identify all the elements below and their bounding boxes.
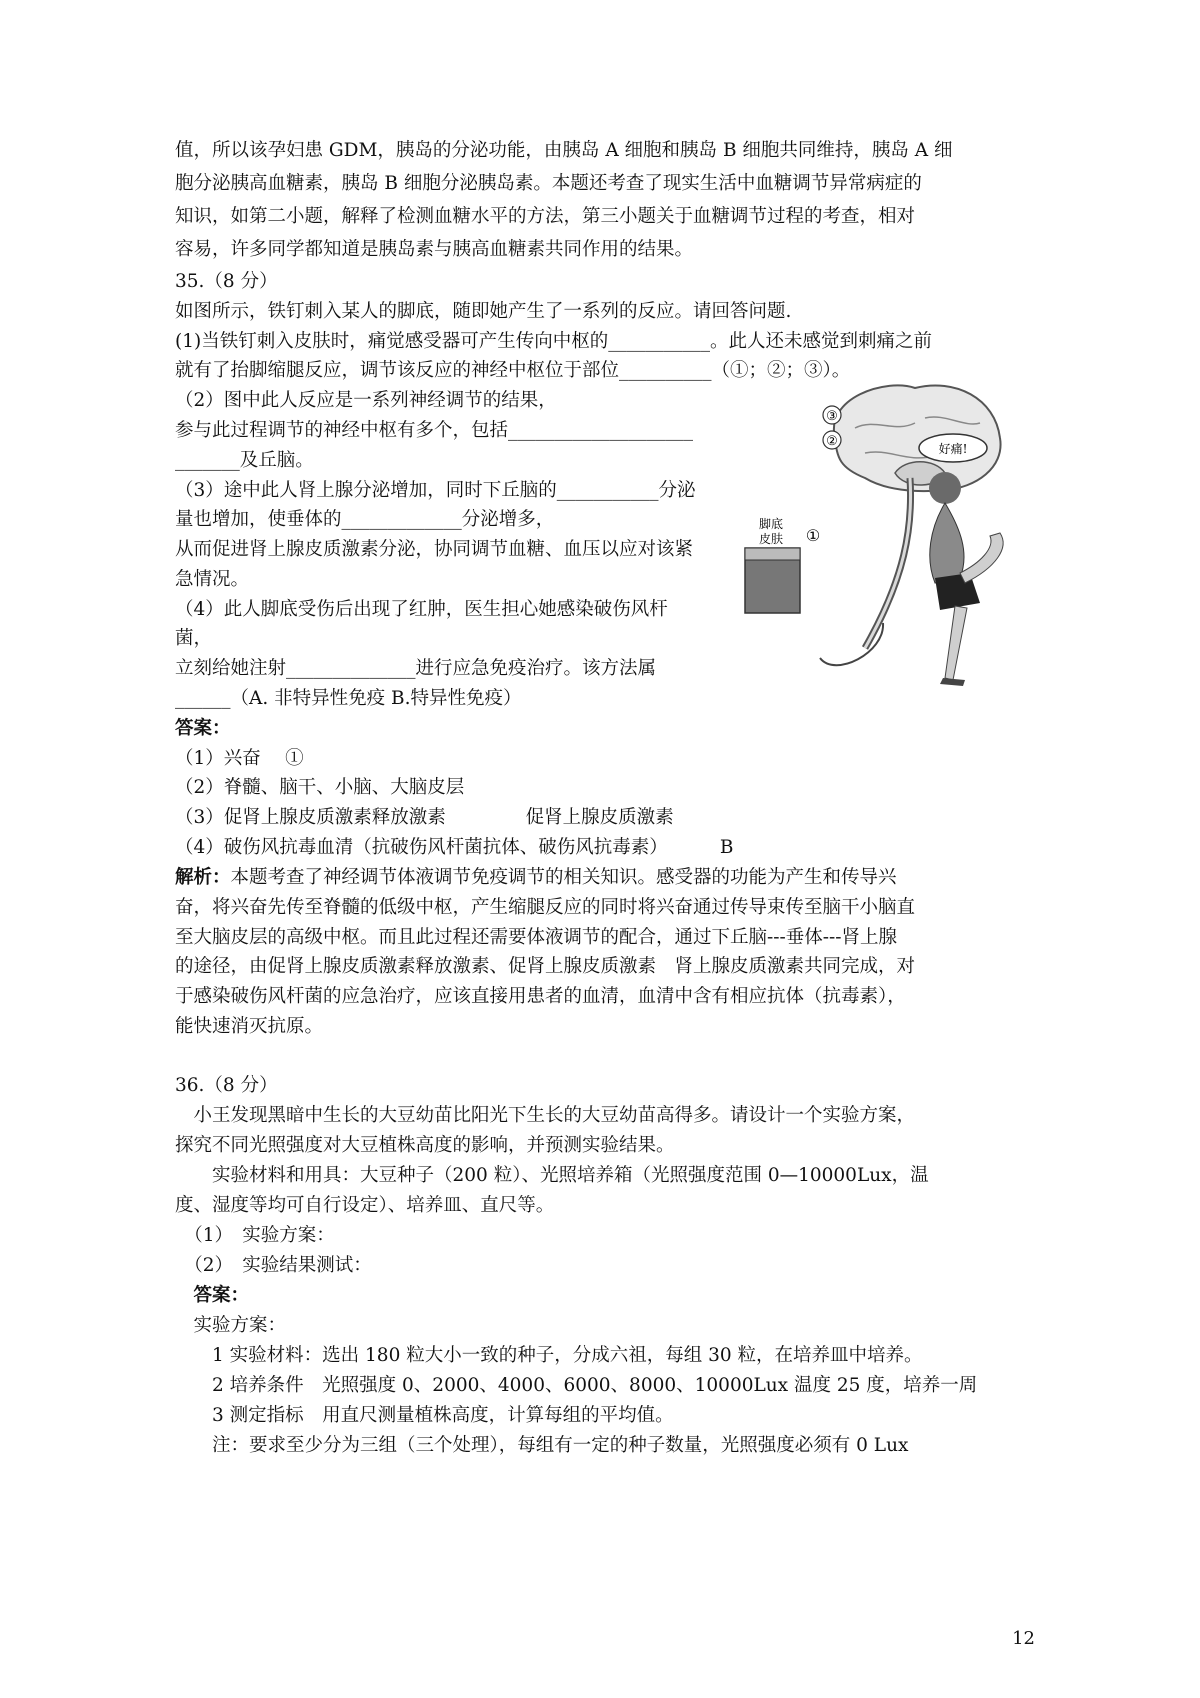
speech-bubble-text: 好痛!: [938, 442, 968, 456]
question-35-line: 量也增加，使垂体的_____________分泌增多，: [175, 509, 555, 530]
question-36-line: 小王发现黑暗中生长的大豆幼苗比阳光下生长的大豆幼苗高得多。请设计一个实验方案，: [175, 1105, 916, 1126]
question-36-line: 实验材料和用具：大豆种子（200 粒）、光照培养箱（光照强度范围 0—10000Lux，温: [175, 1165, 929, 1186]
marker-1: ①: [805, 526, 821, 545]
question-35-line: （2）图中此人反应是一系列神经调节的结果，: [175, 390, 557, 411]
person-raised-leg: [960, 533, 1003, 583]
reflex-illustration: [759, 378, 1045, 703]
question-35-line: _______及丘脑。: [175, 450, 314, 471]
question-35-line: ______（A. 非特异性免疫 B.特异性免疫）: [175, 688, 522, 709]
answer-line: 注：要求至少分为三组（三个处理），每组有一定的种子数量，光照强度必须有 0 Lux: [175, 1435, 909, 1456]
question-35-line: （3）途中此人肾上腺分泌增加，同时下丘脑的___________分泌: [175, 480, 696, 501]
person-body: [930, 503, 964, 583]
question-35-stem: 如图所示，铁钉刺入某人的脚底，随即她产生了一系列的反应。请回答问题.: [175, 301, 792, 322]
question-36-line: 度、湿度等均可自行设定）、培养皿、直尺等。: [175, 1195, 555, 1216]
answer-line: 实验方案：: [175, 1315, 287, 1336]
question-36-line: （1） 实验方案：: [175, 1225, 335, 1246]
question-35-line: 急情况。: [175, 569, 250, 590]
intro-line: 知识，如第二小题，解释了检测血糖水平的方法，第三小题关于血糖调节过程的考查，相对: [175, 206, 916, 227]
person-head: [929, 472, 961, 504]
question-35-number: 35.（8 分）: [175, 271, 278, 292]
answer-label: 答案：: [175, 718, 231, 739]
marker-3: ③: [826, 409, 838, 424]
question-35-line: (1)当铁钉刺入皮肤时，痛觉感受器可产生传向中枢的___________。此人还未感觉到刺痛之前: [175, 331, 932, 352]
answer-line: 3 测定指标 用直尺测量植株高度，计算每组的平均值。: [175, 1405, 674, 1426]
analysis-line: 奋，将兴奋先传至脊髓的低级中枢，产生缩腿反应的同时将兴奋通过传导束传至脑干小脑直: [175, 897, 916, 918]
answer-line: 1 实验材料：选出 180 粒大小一致的种子，分成六祖，每组 30 粒，在培养皿中培养。: [175, 1345, 923, 1366]
intro-line: 值，所以该孕妇患 GDM，胰岛的分泌功能，由胰岛 A 细胞和胰岛 B 细胞共同维持，胰岛 A 细: [175, 140, 953, 161]
question-35-line: （4）此人脚底受伤后出现了红肿，医生担心她感染破伤风杆: [175, 599, 668, 620]
question-36-number: 36.（8 分）: [175, 1075, 278, 1096]
analysis-line: 的途径，由促肾上腺皮质激素释放激素、促肾上腺皮质激素 肾上腺皮质激素共同完成，对: [175, 956, 916, 977]
question-35-line: 参与此过程调节的神经中枢有多个，包括____________________: [175, 420, 694, 441]
page-number: 12: [1012, 1628, 1035, 1649]
question-35-line: 菌，: [175, 628, 213, 649]
marker-2: ②: [826, 434, 838, 449]
skin-label-1: 脚底: [759, 517, 784, 531]
intro-line: 容易，许多同学都知道是胰岛素与胰高血糖素共同作用的结果。: [175, 239, 694, 260]
answer-line: （1）兴奋 ①: [175, 748, 304, 769]
person-leg: [945, 606, 967, 680]
answer-line: 2 培养条件 光照强度 0、2000、4000、6000、8000、10000Lux 温度 25 度，培养一周: [175, 1375, 978, 1396]
answer-line: （3）促肾上腺皮质激素释放激素 促肾上腺皮质激素: [175, 807, 674, 828]
analysis-label: 解析：: [175, 867, 231, 888]
person-shoe: [940, 678, 965, 686]
question-35-line: 立刻给她注射______________进行应急免疫治疗。该方法属: [175, 658, 657, 679]
analysis-line: 能快速消灭抗原。: [175, 1016, 324, 1037]
spinal-cord: [865, 478, 911, 648]
answer-line: （4）破伤风抗毒血清（抗破伤风杆菌抗体、破伤风抗毒素） B: [175, 837, 734, 858]
question-36-line: （2） 实验结果测试：: [175, 1255, 372, 1276]
answer-line: （2）脊髓、脑干、小脑、大脑皮层: [175, 777, 465, 798]
question-35-line: 从而促进肾上腺皮质激素分泌，协同调节血糖、血压以应对该紧: [175, 539, 694, 560]
intro-line: 胞分泌胰高血糖素，胰岛 B 细胞分泌胰岛素。本题还考查了现实生活中血糖调节异常病症的: [175, 173, 922, 194]
question-35-line: 就有了抬脚缩腿反应，调节该反应的神经中枢位于部位__________（①；②；③）。: [175, 360, 851, 381]
analysis-line: 于感染破伤风杆菌的应急治疗，应该直接用患者的血清，血清中含有相应抗体（抗毒素），: [175, 986, 906, 1007]
question-36-line: 探究不同光照强度对大豆植株高度的影响，并预测实验结果。: [175, 1135, 675, 1156]
analysis-line: [175, 864, 897, 892]
skin-label-2: 皮肤: [759, 532, 784, 546]
analysis-text: 本题考查了神经调节体液调节免疫调节的相关知识。感受器的功能为产生和传导兴: [230, 867, 897, 888]
answer-label: 答案：: [175, 1285, 250, 1306]
analysis-line: 至大脑皮层的高级中枢。而且此过程还需要体液调节的配合，通过下丘脑---垂体---肾上腺: [175, 927, 898, 948]
